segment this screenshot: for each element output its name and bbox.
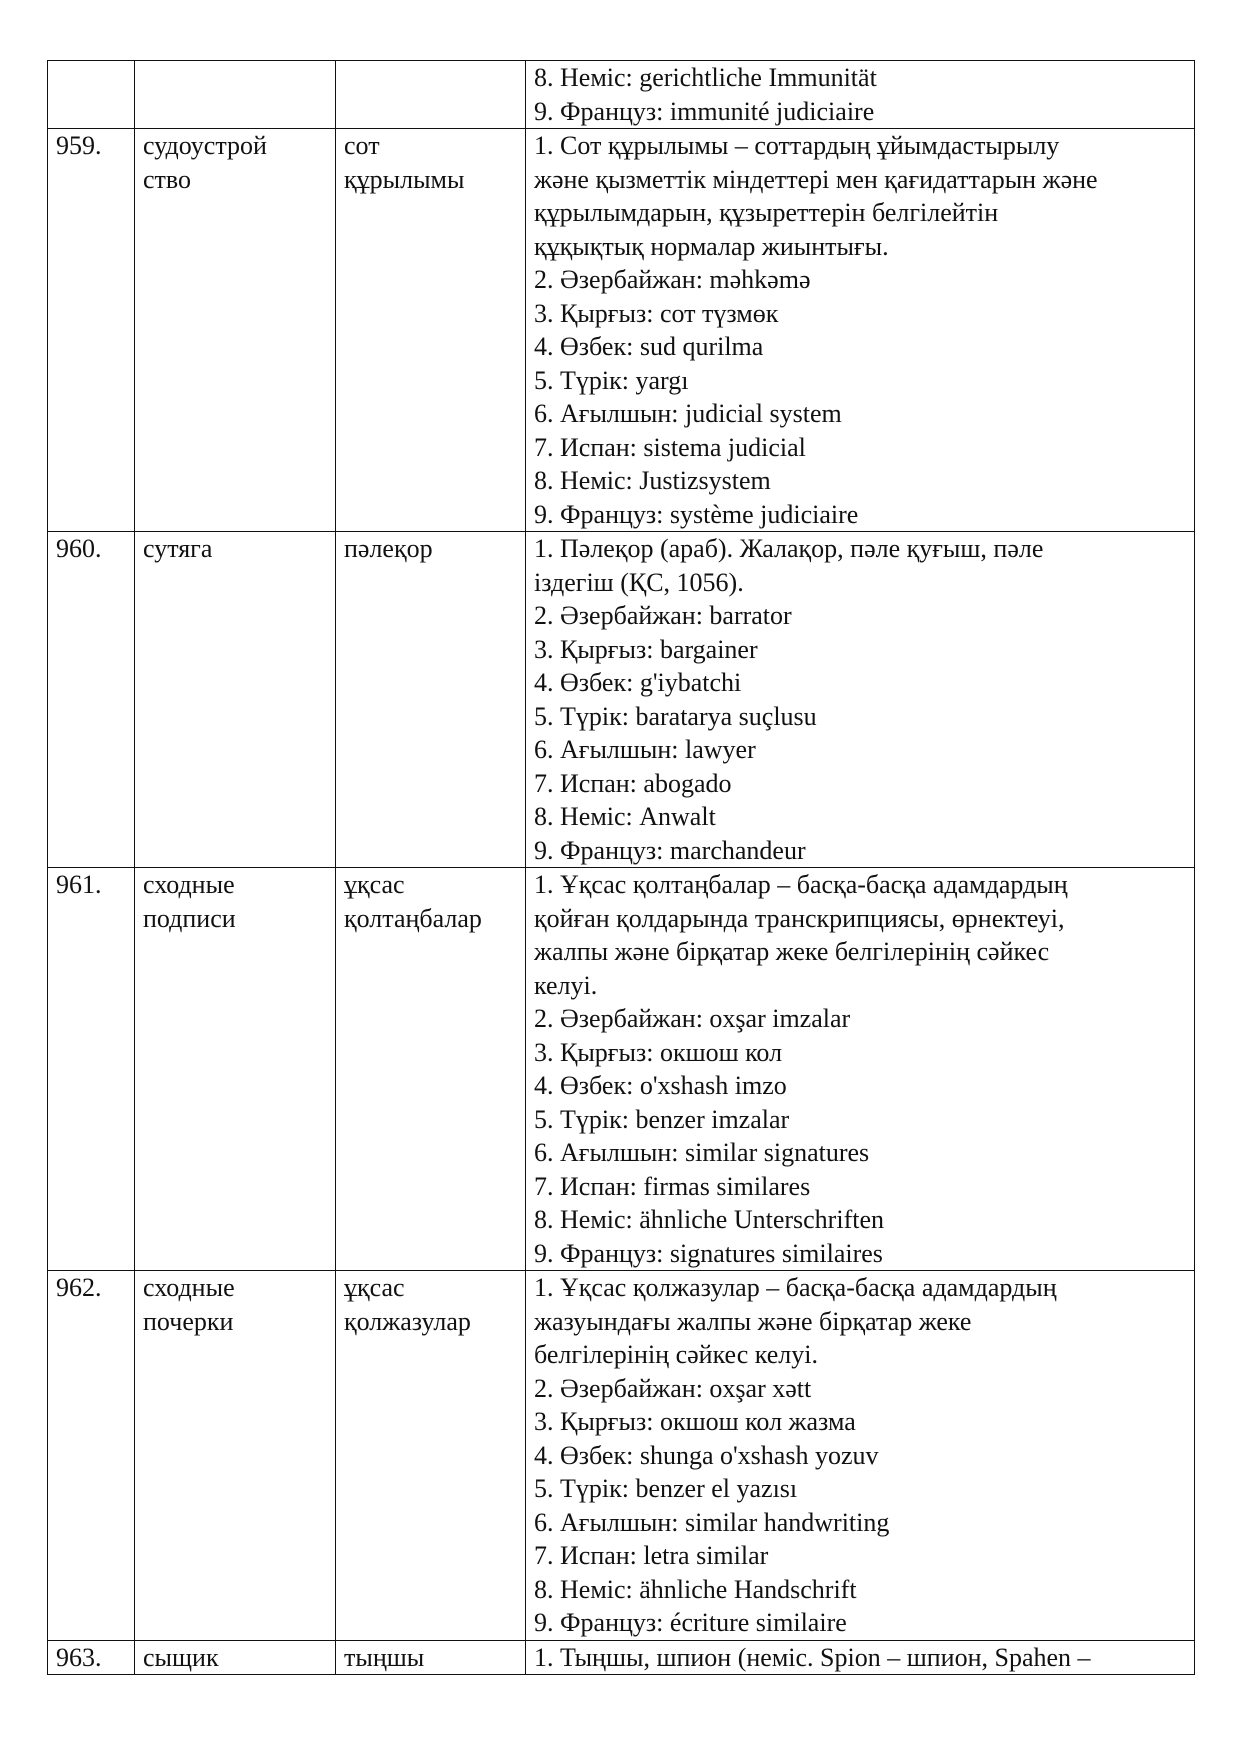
table-row [48,61,1195,129]
definition [526,532,1195,868]
definition-line: 8. Неміс: ähnliche Unterschriften [534,1205,884,1234]
russian-term-line: почерки [143,1306,234,1336]
definition-line: 4. Өзбек: shunga o'xshash yozuv [534,1440,879,1470]
kazakh-term [336,1271,526,1641]
definition-line: 2. Әзербайжан: barrator [534,601,792,630]
kazakh-term [336,61,526,129]
kazakh-term [336,868,526,1271]
entry-number: 963. [48,1640,135,1675]
russian-term-line: подписи [143,903,236,933]
kazakh-term-line: сот [344,131,380,160]
definition-line: 1. Сот құрылымы – соттардың ұйымдастырылу [534,131,1060,160]
kazakh-term-line: қолжазулар [344,1306,471,1336]
definition-line: 1. Тыңшы, шпион (неміс. Spion – шпион, Spahen – [534,1642,1091,1672]
definition-line: 9. Француз: immunité judiciaire [534,96,875,126]
definition-line: 5. Түрік: benzer el yazısı [534,1474,798,1503]
table-row [48,1271,1195,1641]
definition-line: 1. Ұқсас қолжазулар – басқа-басқа адамдардың [534,1273,1057,1302]
kazakh-term-line: тыңшы [344,1642,425,1672]
kazakh-term-line: құрылымы [344,164,465,194]
definition-line: 2. Әзербайжан: oxşar xətt [534,1373,812,1403]
russian-term-line: сходные [143,1273,235,1302]
definition-line: 4. Өзбек: g'iybatchi [534,668,742,697]
russian-term-line: сыщик [143,1642,219,1672]
definition [526,1640,1195,1675]
definition-line: жалпы және бірқатар жеке белгілерінің сәйкес [534,937,1050,966]
table-row [48,868,1195,1271]
dictionary-table [47,60,1195,1675]
definition-line: 1. Пәлеқор (араб). Жалақор, пәле қуғыш, пәле [534,534,1044,563]
definition-line: 9. Француз: écriture similaire [534,1608,847,1637]
russian-term [135,1271,336,1641]
definition-line: 3. Қырғыз: сот түзмөк [534,298,779,328]
entry-number: 960. [48,532,135,868]
definition [526,129,1195,532]
definition-line: 8. Неміс: gerichtliche Immunität [534,63,877,92]
definition-line: 9. Француз: système judiciaire [534,499,859,529]
russian-term-line: ство [143,164,192,194]
definition-line: және қызметтік міндеттері мен қағидаттарын және [534,164,1098,194]
kazakh-term [336,1640,526,1675]
kazakh-term [336,532,526,868]
definition-line: жазуындағы жалпы және бірқатар жеке [534,1306,972,1336]
definition-line: 3. Қырғыз: bargainer [534,634,758,664]
kazakh-term [336,129,526,532]
definition [526,868,1195,1271]
definition-line: 5. Түрік: benzer imzalar [534,1104,790,1134]
russian-term-line: сходные [143,870,235,899]
russian-term [135,129,336,532]
kazakh-term-line: ұқсас [344,870,405,899]
definition [526,1271,1195,1641]
definition-line: 8. Неміс: ähnliche Handschrift [534,1574,857,1604]
definition [526,61,1195,129]
definition-line: 6. Ағылшын: lawyer [534,735,756,764]
kazakh-term-line: пәлеқор [344,534,433,563]
definition-line: 6. Ағылшын: judicial system [534,399,842,428]
definition-line: 7. Испан: letra similar [534,1541,769,1570]
definition-line: 2. Әзербайжан: məhkəmə [534,265,811,294]
definition-line: 7. Испан: firmas similares [534,1171,811,1201]
russian-term [135,61,336,129]
definition-line: 9. Француз: marchandeur [534,835,806,865]
russian-term-line: сутяга [143,534,213,563]
definition-line: 3. Қырғыз: окшош кол жазма [534,1407,856,1436]
russian-term-line: судоустрой [143,131,267,160]
definition-line: іздегіш (ҚС, 1056). [534,567,744,597]
definition-line: 7. Испан: abogado [534,768,732,798]
definition-line: 3. Қырғыз: окшош кол [534,1037,783,1067]
kazakh-term-line: қолтаңбалар [344,903,482,933]
russian-term [135,868,336,1271]
entry-number: 961. [48,868,135,1271]
entry-number: 959. [48,129,135,532]
entry-number [48,61,135,129]
definition-line: құқықтық нормалар жиынтығы. [534,231,889,261]
definition-line: қойған қолдарында транскрипциясы, өрнектеуі, [534,903,1065,933]
definition-line: белгілерінің сәйкес келуі. [534,1340,819,1369]
definition-line: 5. Түрік: yargı [534,365,689,395]
definition-line: 7. Испан: sistema judicial [534,432,806,462]
definition-line: 5. Түрік: baratarya suçlusu [534,701,817,731]
russian-term [135,532,336,868]
definition-line: 6. Ағылшын: similar signatures [534,1138,870,1167]
definition-line: 1. Ұқсас қолтаңбалар – басқа-басқа адамдардың [534,870,1068,899]
russian-term [135,1640,336,1675]
entry-number: 962. [48,1271,135,1641]
table-row [48,532,1195,868]
definition-line: 9. Француз: signatures similaires [534,1238,883,1268]
definition-line: 8. Неміс: Anwalt [534,802,716,831]
kazakh-term-line: ұқсас [344,1273,405,1302]
table-row [48,129,1195,532]
definition-line: 8. Неміс: Justizsystem [534,466,771,495]
definition-line: 4. Өзбек: sud qurilma [534,332,764,361]
definition-line: келуі. [534,970,598,1000]
dictionary-table-body [48,61,1195,1675]
definition-line: 6. Ағылшын: similar handwriting [534,1507,890,1537]
definition-line: 4. Өзбек: o'xshash imzo [534,1071,787,1100]
table-row [48,1640,1195,1675]
definition-line: 2. Әзербайжан: oxşar imzalar [534,1004,851,1033]
definition-line: құрылымдарын, құзыреттерін белгілейтін [534,198,999,227]
